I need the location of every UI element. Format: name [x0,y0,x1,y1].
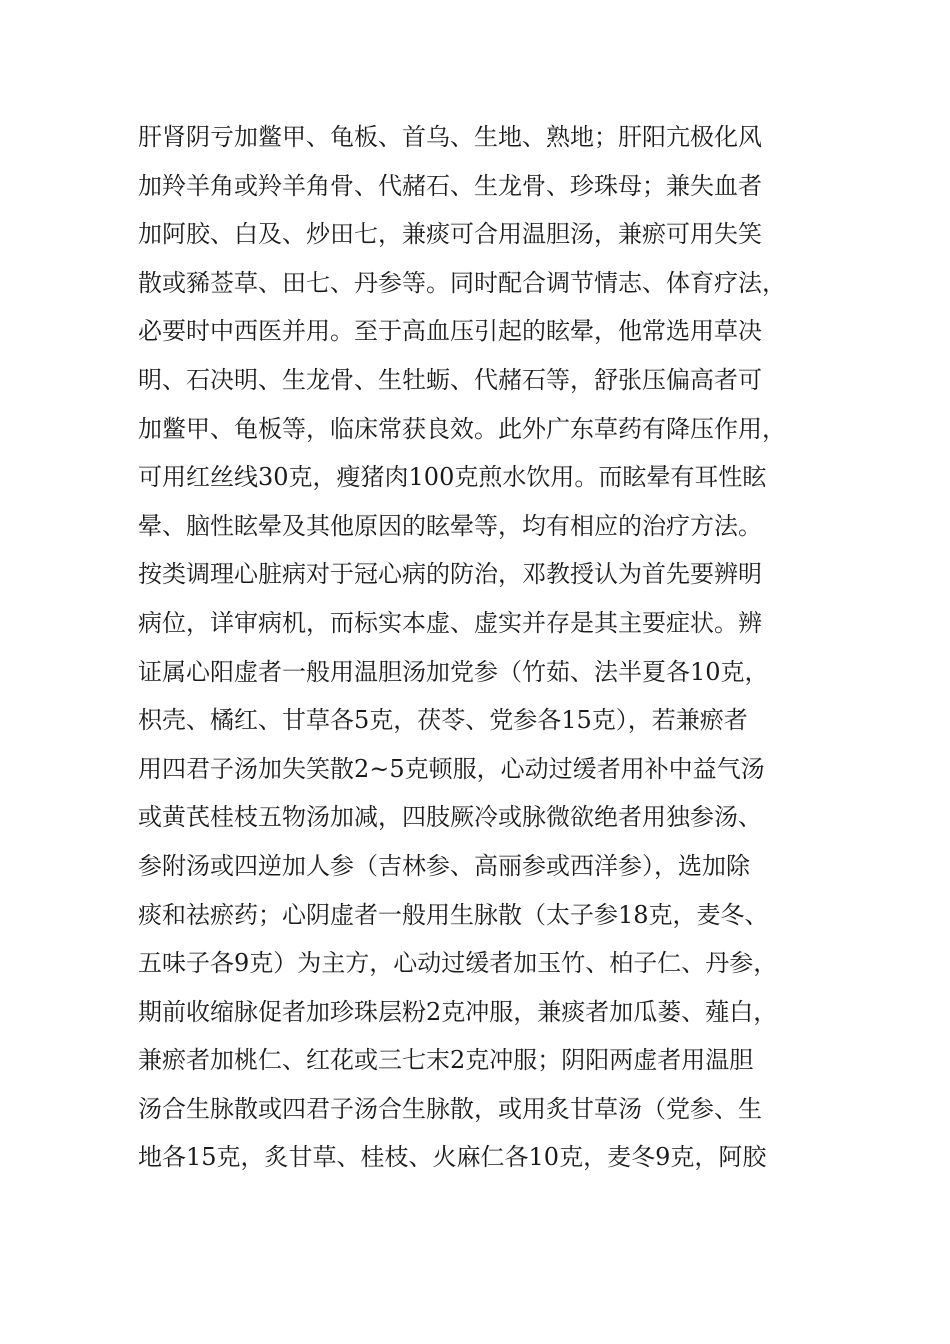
text-line: 晕、脑性眩晕及其他原因的眩晕等，均有相应的治疗方法。 [138,511,762,540]
text-line: 证属心阳虚者一般用温胆汤加党参（竹茹、法半夏各10克， [138,657,769,686]
text-line: 必要时中西医并用。至于高血压引起的眩晕，他常选用草决 [138,317,762,346]
text-line: 可用红丝线30克，瘦猪肉100克煎水饮用。而眩晕有耳性眩 [138,463,767,492]
text-line: 五味子各9克）为主方，心动过缓者加玉竹、柏子仁、丹参， [138,949,778,978]
text-line: 肝肾阴亏加鳖甲、龟板、首乌、生地、熟地；肝阳亢极化风 [138,123,762,151]
text-line: 散或豨莶草、田七、丹参等。同时配合调节情志、体育疗法， [138,268,786,297]
text-line: 兼瘀者加桃仁、红花或三七末2克冲服；阴阳两虚者用温胆 [138,1046,754,1075]
text-line: 期前收缩脉促者加珍珠层粉2克冲服，兼痰者加瓜蒌、薤白， [138,997,778,1026]
text-line: 明、石决明、生龙骨、生牡蛎、代赭石等，舒张压偏高者可 [138,365,762,394]
text-line: 痰和祛瘀药；心阴虚者一般用生脉散（太子参18克，麦冬、 [138,900,769,929]
text-line: 或黄芪桂枝五物汤加减，四肢厥冷或脉微欲绝者用独参汤、 [138,803,762,832]
text-line: 病位，详审病机，而标实本虚、虚实并存是其主要症状。辨 [138,608,762,637]
text-line: 按类调理心脏病对于冠心病的防治，邓教授认为首先要辨明 [138,560,762,589]
body-text [138,113,838,1182]
text-line: 汤合生脉散或四君子汤合生脉散，或用炙甘草汤（党参、生 [138,1094,762,1123]
text-line: 用四君子汤加失笑散2~5克顿服，心动过缓者用补中益气汤 [138,754,765,783]
text-line: 加阿胶、白及、炒田七，兼痰可合用温胆汤，兼瘀可用失笑 [138,220,762,249]
text-line: 地各15克，炙甘草、桂枝、火麻仁各10克，麦冬9克，阿胶 [138,1143,767,1172]
text-line: 加羚羊角或羚羊角骨、代赭石、生龙骨、珍珠母；兼失血者 [138,171,762,200]
text-line: 加鳖甲、龟板等，临床常获良效。此外广东草药有降压作用， [138,414,786,443]
text-line: 参附汤或四逆加人参（吉林参、高丽参或西洋参），选加除 [138,851,750,880]
text-line: 枳壳、橘红、甘草各5克，茯苓、党参各15克），若兼瘀者 [138,706,748,735]
